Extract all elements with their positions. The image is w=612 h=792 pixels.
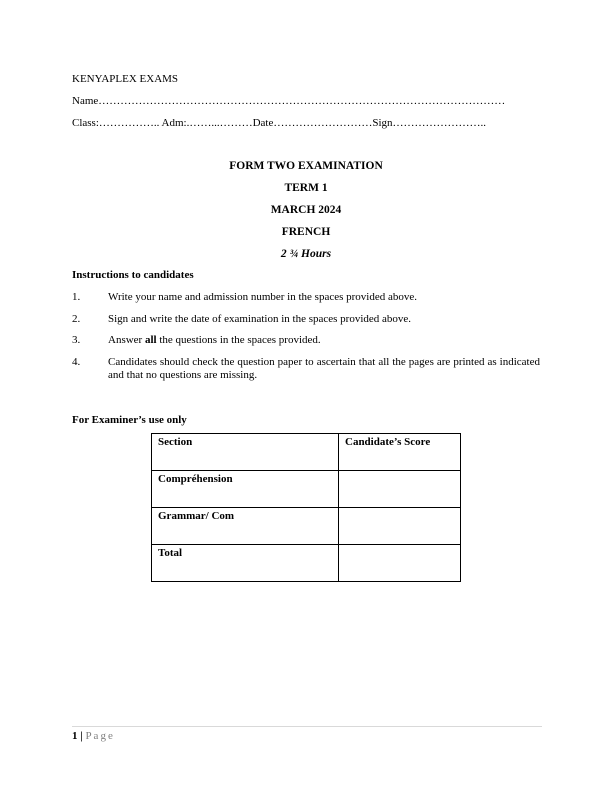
page-number: 1: [72, 730, 78, 742]
instruction-text: Write your name and admission number in the spaces provided above.: [108, 291, 417, 303]
column-header-score: Candidate’s Score: [339, 434, 461, 471]
name-field[interactable]: Name…………………………………………………………………………………………………: [72, 95, 506, 107]
exam-term: TERM 1: [284, 182, 328, 194]
section-cell: Total: [152, 545, 339, 582]
score-cell[interactable]: [339, 545, 461, 582]
instruction-text: Candidates should check the question paper to ascertain that all the pages are printed as indicated and that no questions are missing.: [108, 356, 540, 381]
section-cell: Grammar/ Com: [152, 508, 339, 545]
instruction-number: 2.: [72, 313, 81, 325]
table-row: [152, 471, 461, 508]
table-header-row: [152, 434, 461, 471]
class-adm-date-sign-field[interactable]: Class:…………….. Adm:.……...………Date………………………Sign……………………..: [72, 117, 487, 129]
score-cell[interactable]: [339, 508, 461, 545]
school-name: KENYAPLEX EXAMS: [72, 73, 179, 85]
score-table: [151, 433, 461, 582]
exam-duration: 2 ¾ Hours: [280, 248, 332, 260]
instruction-text-post: the questions in the spaces provided.: [156, 334, 321, 346]
score-cell[interactable]: [339, 471, 461, 508]
page-word: Page: [85, 730, 115, 742]
exam-subject: FRENCH: [281, 226, 331, 238]
instruction-number: 1.: [72, 291, 81, 303]
instruction-number: 3.: [72, 334, 81, 346]
instruction-text-pre: Answer: [108, 334, 145, 346]
instruction-text: Sign and write the date of examination in the spaces provided above.: [108, 313, 412, 325]
examiner-heading: For Examiner’s use only: [72, 414, 187, 426]
instruction-number: 4.: [72, 356, 81, 368]
table-row: [152, 545, 461, 582]
page-footer: [72, 730, 115, 742]
exam-date: MARCH 2024: [270, 204, 342, 216]
instruction-text: [108, 334, 540, 347]
footer-divider: [72, 726, 542, 727]
exam-title: FORM TWO EXAMINATION: [229, 160, 383, 172]
instructions-heading: Instructions to candidates: [72, 269, 194, 281]
section-cell: Compréhension: [152, 471, 339, 508]
instruction-text-bold: all: [144, 334, 157, 346]
page-separator: |: [77, 730, 86, 742]
column-header-section: Section: [152, 434, 339, 471]
table-row: [152, 508, 461, 545]
